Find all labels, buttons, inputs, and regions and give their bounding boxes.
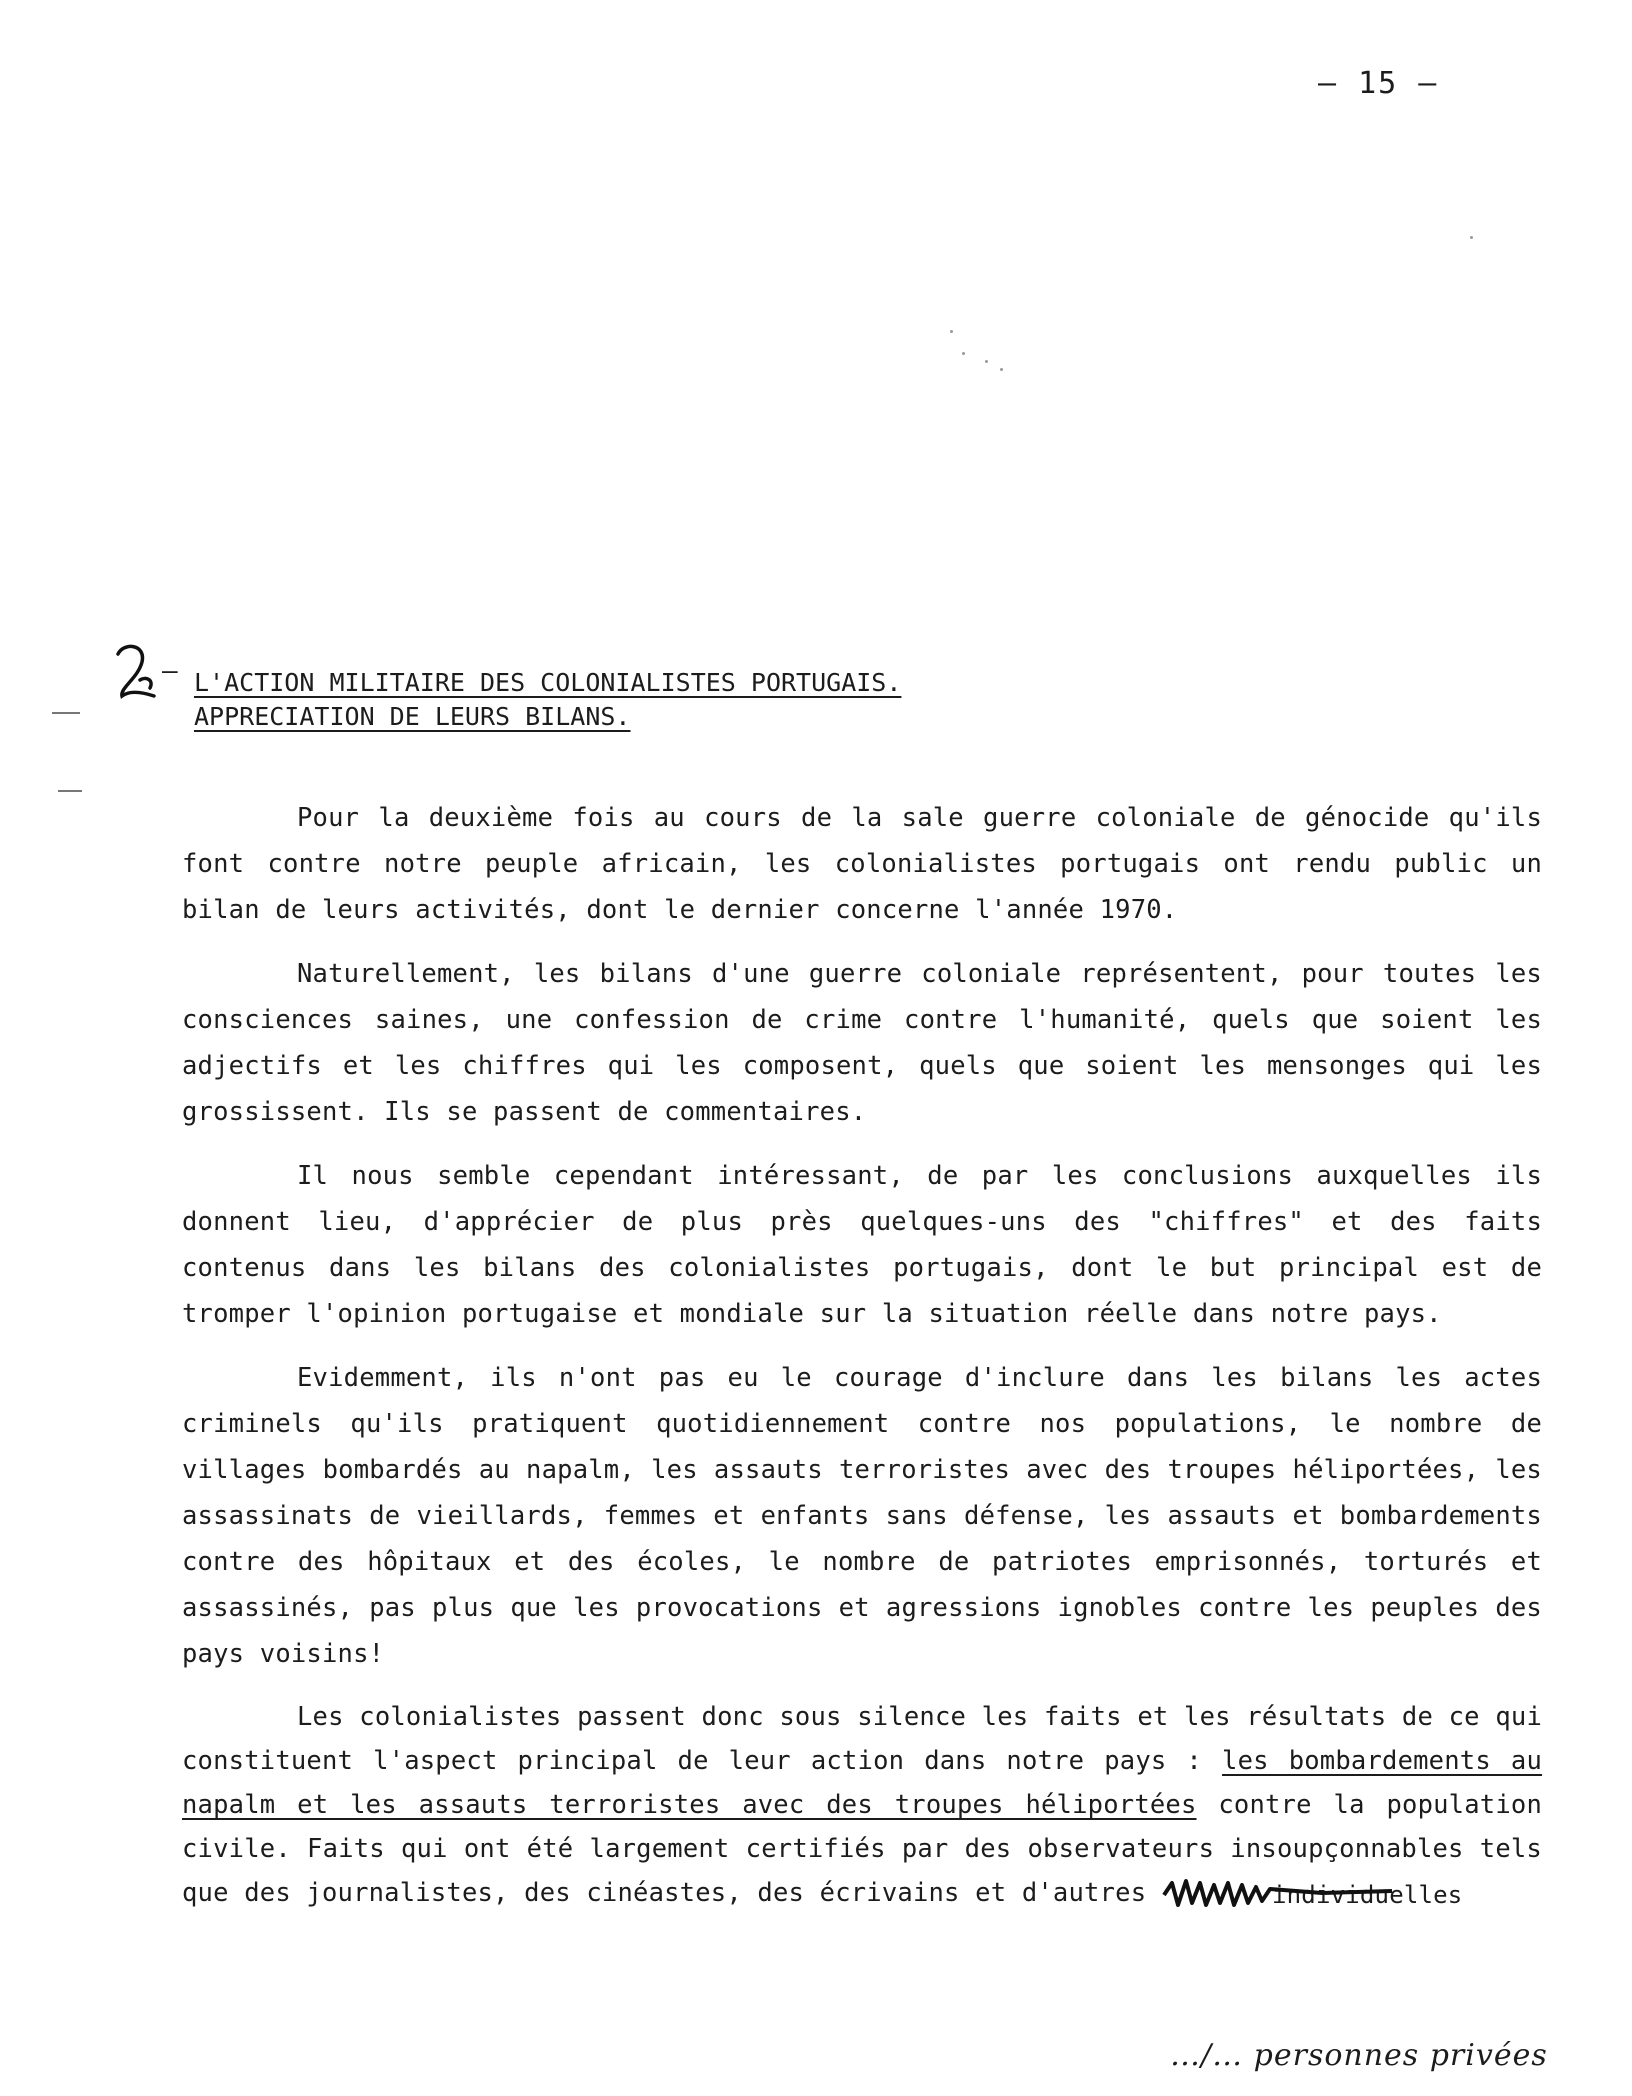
scan-speck [950,330,953,333]
page-number: — 15 — [1318,66,1439,101]
paragraph-5-start: Les colonialistes passent donc sous silence les faits et les résultats de ce qui constituent l'aspect principal de leur action dans notre pays : [182,1702,1542,1776]
heading-dash: – [162,656,178,686]
scan-speck [985,360,988,363]
section-title-line-2: APPRECIATION DE LEURS BILANS. [194,702,631,731]
paragraph-4: Evidemment, ils n'ont pas eu le courage d'inclure dans les bilans les actes criminels qu'ils pratiquent quotidiennement contre nos populations, le nombre de villages bombardés au napalm, les assauts terroristes avec des troupes héliportées, les assassinats de vieillards, femmes et enfants sans défense, les assauts et bombardements contre des hôpitaux et des écoles, le nombre de patriotes emprisonnés, torturés et assassinés, pas plus que les provocations et agressions ignobles contre les peuples des pays voisins! [182,1363,1542,1669]
underlined-passage: les bombardements au napalm et les assauts terroristes avec des troupes héliportées [182,1746,1543,1820]
section-title-line-1: L'ACTION MILITAIRE DES COLONIALISTES PORTUGAIS. [194,668,902,697]
body-text [182,795,1542,1933]
paragraph-5 [182,1695,1542,1915]
scan-speck [962,352,965,355]
margin-mark [52,712,80,714]
paragraph-5-continued: contre la population civile. Faits qui ont été largement certifiés par des observateurs insoupçonnables tels que des journalistes, des cinéastes, des écrivains et d'autres [182,1790,1542,1908]
paragraph-3: Il nous semble cependant intéressant, de par les conclusions auxquelles ils donnent lieu, d'apprécier de plus près quelques-uns des "chiffres" et des faits contenus dans les bilans des colonialistes portugais, dont le but principal est de tromper l'opinion portugaise et mondiale sur la situation réelle dans notre pays. [182,1161,1542,1329]
paragraph-2: Naturellement, les bilans d'une guerre coloniale représentent, pour toutes les consciences saines, une confession de crime contre l'humanité, quels que soient les adjectifs et les chiffres qui les composent, quels que soient les mensonges qui les grossissent. Ils se passent de commentaires. [182,959,1542,1127]
handwritten-section-number [110,640,166,710]
scan-speck [1000,368,1003,371]
scan-speck [1470,236,1473,239]
margin-mark [58,790,82,792]
struck-text: individuelles [1271,1881,1462,1909]
handwritten-note: …/… personnes privées [1170,2038,1548,2073]
struck-out-word [1162,1875,1462,1913]
scribble-strikeout [1162,1875,1462,1913]
paragraph-1: Pour la deuxième fois au cours de la sale guerre coloniale de génocide qu'ils font contre notre peuple africain, les colonialistes portugais ont rendu public un bilan de leurs activités, dont le dernier concerne l'année 1970. [182,803,1542,925]
